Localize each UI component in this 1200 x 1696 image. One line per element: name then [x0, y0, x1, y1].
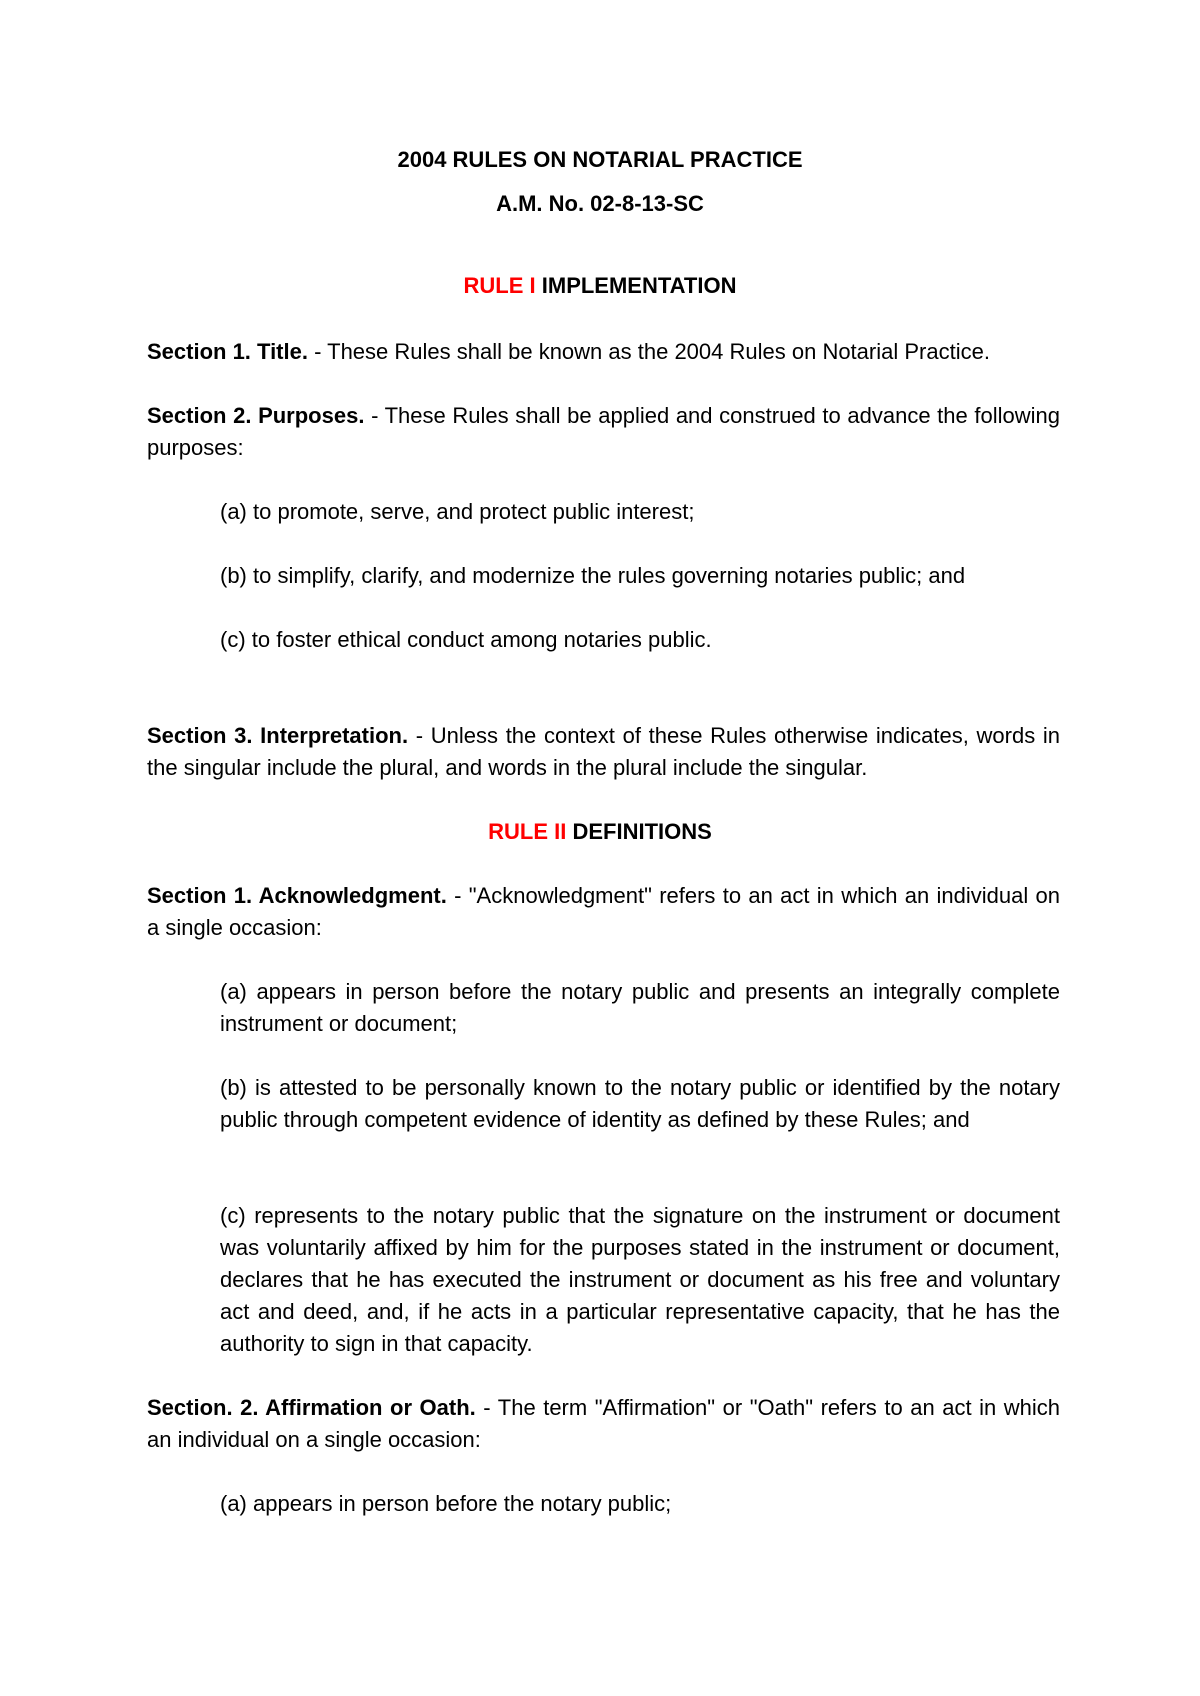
section-text: - Unless the context of these Rules otherwise indicates, words in the singular include the plural, and words in the plural include the singular. [147, 723, 1060, 780]
list-item: (c) represents to the notary public that the signature on the instrument or document was voluntarily affixed by him for the purposes stated in the instrument or document, declares that he has executed the instrument or document as his free and voluntary act and deed, and, if he acts in a particular representative capacity, that he has the authority to sign in that capacity. [220, 1203, 1060, 1356]
section-text: - These Rules shall be known as the 2004 Rules on Notarial Practice. [307, 339, 990, 364]
document-subtitle: A.M. No. 02-8-13-SC [496, 191, 704, 216]
section-heading: Section 1. Title. [147, 339, 308, 364]
rule-2-section-1 [147, 880, 1060, 944]
section-heading: Section 3. Interpretation. [147, 723, 409, 748]
rule-1-section-1 [147, 336, 1060, 368]
rule-2-name: DEFINITIONS [572, 819, 712, 844]
list-item: (a) appears in person before the notary public; [220, 1491, 672, 1516]
rule-2-heading [0, 816, 1200, 848]
rule-1-name: IMPLEMENTATION [541, 273, 737, 298]
section-text: - The term "Affirmation" or "Oath" refers to an act in which an individual on a single occasion: [147, 1395, 1060, 1452]
rule-1-section-2 [147, 400, 1060, 464]
rule-1-section-3 [147, 720, 1060, 784]
list-item: (a) to promote, serve, and protect public interest; [220, 499, 695, 524]
rule-2-section-2 [147, 1392, 1060, 1456]
section-heading: Section. 2. Affirmation or Oath. [147, 1395, 476, 1420]
list-item: (a) appears in person before the notary public and presents an integrally complete instrument or document; [220, 979, 1060, 1036]
section-text: - "Acknowledgment" refers to an act in which an individual on a single occasion: [147, 883, 1060, 940]
section-text: - These Rules shall be applied and construed to advance the following purposes: [147, 403, 1060, 460]
list-item: (b) to simplify, clarify, and modernize the rules governing notaries public; and [220, 563, 966, 588]
list-item: (b) is attested to be personally known to the notary public or identified by the notary public through competent evidence of identity as defined by these Rules; and [220, 1075, 1060, 1132]
section-heading: Section 1. Acknowledgment. [147, 883, 447, 908]
list-item: (c) to foster ethical conduct among notaries public. [220, 627, 712, 652]
rule-1-label: RULE I [463, 273, 536, 298]
section-heading: Section 2. Purposes. [147, 403, 365, 428]
rule-1-heading [0, 270, 1200, 302]
document-title: 2004 RULES ON NOTARIAL PRACTICE [397, 147, 803, 172]
rule-2-label: RULE II [488, 819, 567, 844]
